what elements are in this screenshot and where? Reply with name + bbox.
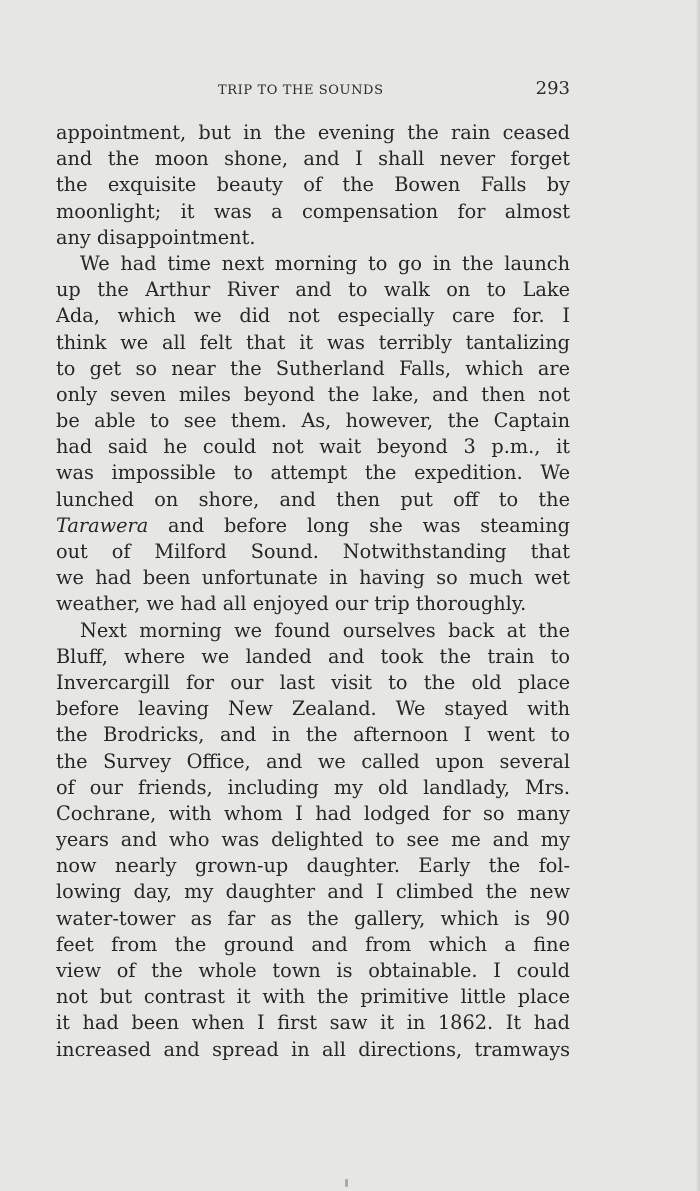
text-line: only seven miles beyond the lake, and then not xyxy=(56,382,570,406)
text-line: We had time next morning to go in the launch xyxy=(80,251,570,275)
text-line: lowing day, my daughter and I climbed the new xyxy=(56,880,570,904)
text-line: the exquisite beauty of the Bowen Falls by xyxy=(56,173,570,197)
text-line: the Survey Office, and we called upon several xyxy=(56,749,570,773)
text-line: Invercargill for our last visit to the old place xyxy=(56,670,570,694)
text-line: lunched on shore, and then put off to the xyxy=(56,487,570,511)
text-line: years and who was delighted to see me and my xyxy=(56,828,570,852)
text-line: not but contrast it with the primitive little place xyxy=(56,985,570,1009)
line-remainder: and before long she was steaming xyxy=(148,513,570,537)
text-line: to get so near the Sutherland Falls, which are xyxy=(56,356,570,380)
text-line: now nearly grown-up daughter. Early the fol- xyxy=(56,854,570,878)
text-line: out of Milford Sound. Notwithstanding that xyxy=(56,540,570,563)
text-line: we had been unfortunate in having so much wet xyxy=(56,566,570,590)
text-line: it had been when I first saw it in 1862. It had xyxy=(56,1011,570,1035)
text-line-with-italic xyxy=(56,513,570,539)
text-line: had said he could not wait beyond 3 p.m., it xyxy=(56,435,570,459)
text-line: Cochrane, with whom I had lodged for so many xyxy=(56,801,570,825)
text-line: Ada, which we did not especially care for. I xyxy=(56,304,570,328)
text-line: up the Arthur River and to walk on to Lake xyxy=(56,278,570,302)
page-edge-shadow xyxy=(695,0,700,1191)
text-line: appointment, but in the evening the rain ceased xyxy=(56,121,570,144)
text-line: and the moon shone, and I shall never forget xyxy=(56,147,570,171)
ship-name: Tarawera xyxy=(56,513,149,537)
text-line: before leaving New Zealand. We stayed with xyxy=(56,697,570,721)
text-line: feet from the ground and from which a fine xyxy=(56,932,570,956)
text-line: was impossible to attempt the expedition. We xyxy=(56,461,570,485)
text-line: be able to see them. As, however, the Captain xyxy=(56,409,570,433)
running-title: TRIP TO THE SOUNDS xyxy=(218,83,384,98)
text-line: increased and spread in all directions, tramways xyxy=(56,1037,570,1061)
text-line: water-tower as far as the gallery, which is 90 xyxy=(56,906,570,930)
text-line: moonlight; it was a compensation for almost xyxy=(56,199,570,223)
text-line: Bluff, where we landed and took the train to xyxy=(56,644,570,668)
text-line: the Brodricks, and in the afternoon I went to xyxy=(56,723,570,747)
scan-speck xyxy=(345,1179,348,1187)
text-line: view of the whole town is obtainable. I could xyxy=(56,959,570,982)
text-line: any disappointment. xyxy=(56,225,256,249)
text-line: of our friends, including my old landlady, Mrs. xyxy=(56,775,570,799)
text-line: weather, we had all enjoyed our trip thoroughly. xyxy=(56,592,527,616)
page-number: 293 xyxy=(535,78,570,99)
body-text xyxy=(56,120,570,1063)
running-head xyxy=(56,78,570,102)
text-line: Next morning we found ourselves back at the xyxy=(80,618,570,642)
text-line: think we all felt that it was terribly tantalizing xyxy=(56,330,570,354)
